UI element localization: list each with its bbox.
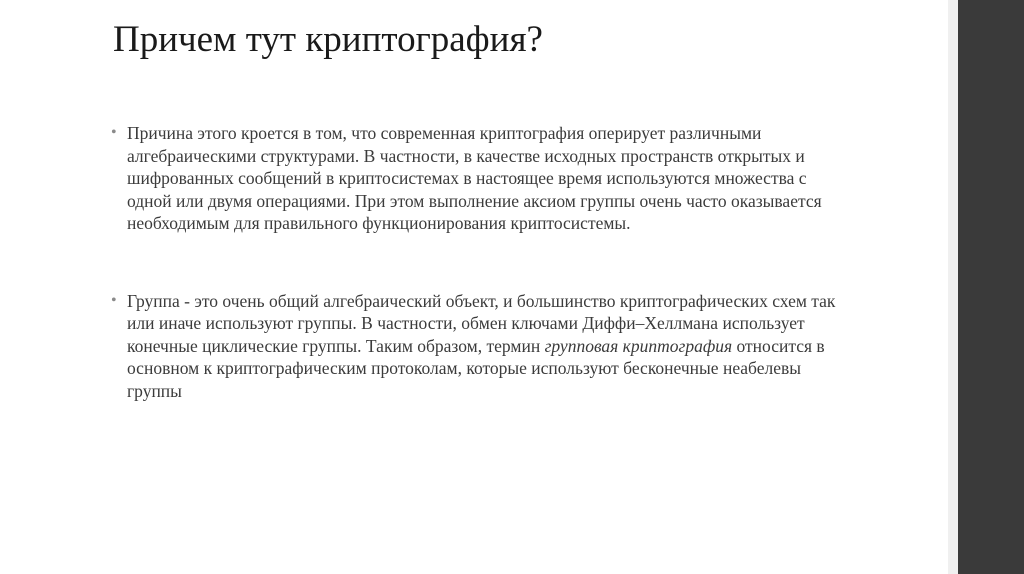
bullet-text-before: Группа - это очень общий алгебраический объект, и большинство криптографических схем так или иначе используют группы. В частности, обмен ключами Диффи–Хеллмана использует конечные циклические группы. Таким образом, термин	[127, 290, 836, 356]
bullet-text-after: относится в основном к криптографическим протоколам, которые используют бесконечные неабелевы группы	[127, 335, 825, 401]
bullet-text	[127, 291, 835, 401]
side-band-dark	[958, 0, 1024, 574]
bullet-dot-icon: •	[111, 124, 117, 141]
bullet-item-cryptography-structures	[105, 122, 845, 235]
side-band-light	[948, 0, 958, 574]
bullet-list	[105, 122, 845, 402]
bullet-dot-icon: •	[111, 291, 117, 309]
bullet-text: Причина этого кроется в том, что современная криптография оперирует различными алгебраическими структурами. В частности, в качестве исходных пространств открытых и шифрованных сообщений в криптосистемах в настоящее время используются множества с одной или двумя операциями. При этом выполнение аксиом группы очень часто оказывается необходимым для правильного функционирования криптосистемы.	[127, 123, 822, 233]
bullet-item-group-definition	[105, 290, 845, 403]
slide-title: Причем тут криптография?	[113, 19, 543, 60]
bullet-text-italic-term: групповая криптография	[544, 335, 733, 356]
